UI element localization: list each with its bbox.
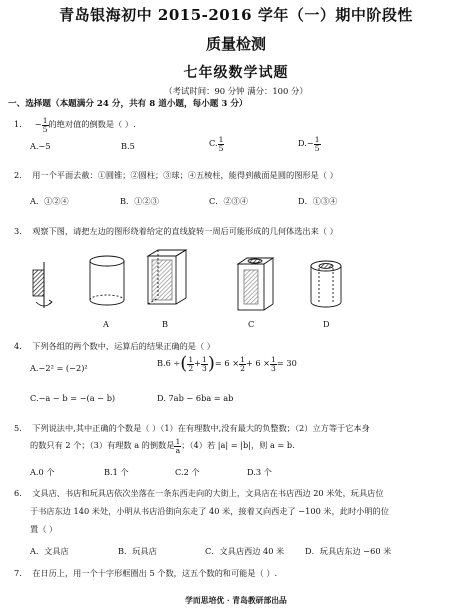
question-5-line2: 的数只有 2 个；（3）有理数 a 的倒数是 $\frac{1}{a}$ ；（4）若 |a| = |b|，则 a = b. xyxy=(30,437,295,455)
question-4-option-d: D. 7ab − 6ba = ab xyxy=(157,393,234,403)
question-1-option-c: C. $\frac{1}{5}$ xyxy=(209,135,224,153)
question-6-option-c: C．文具店西边 40 米 xyxy=(205,546,285,556)
question-5-option-b: B.1 个 xyxy=(104,467,129,477)
option-b-prism xyxy=(148,250,186,304)
exam-title-line1: 青岛银海初中 2015-2016 学年（一）期中阶段性 xyxy=(59,6,413,24)
question-3-label-b: B xyxy=(162,319,169,329)
question-2-option-d: D．①③④ xyxy=(298,196,338,206)
fraction: $\frac{1}{5}$ xyxy=(42,116,48,134)
question-2-option-c: C．②③④ xyxy=(209,196,249,206)
question-3-label-d: D xyxy=(323,319,330,329)
question-2-option-a: A．①②④ xyxy=(30,196,69,206)
question-5-line1: 5. 下列说法中,其中正确的个数是（ ）（1）在有理数中,没有最大的负整数；（2）立方等于它本身 xyxy=(14,423,370,433)
exam-subject-title: 七年级数学试题 xyxy=(183,65,289,81)
question-2-stem: 2. 用一个平面去截：①圆锥；②圆柱；③球；④五棱柱，能得到截面是圆的图形是（ ） xyxy=(14,170,338,180)
question-4-option-b: B.6 ÷( $\frac{1}{2}$ + $\frac{1}{3}$ )= 6 × $\frac{1}{2}$ + 6 × $\frac{1}{3}$ = 30 xyxy=(157,353,297,374)
plane-figure-with-axis xyxy=(33,262,52,308)
question-1-stem: 1. − $\frac{1}{5}$ 的绝对值的倒数是（ ）. xyxy=(14,116,136,134)
question-6-line3: 置（ ） xyxy=(30,524,58,534)
question-3-label-c: C xyxy=(248,319,255,329)
question-6-line2: 于书店东边 140 米处，小明从书店沿街向东走了 40 米，接着又向西走了 −100 米，此时小明的位 xyxy=(30,506,389,516)
question-1-option-a: A.−5 xyxy=(30,141,51,151)
question-4-option-a: A.−2² = (−2)² xyxy=(30,363,88,373)
question-4-stem: 4. 下列各组的两个数中，运算后的结果正确的是（ ） xyxy=(14,341,215,351)
question-6-option-b: B．玩具店 xyxy=(118,546,157,556)
question-2-option-b: B．①②③ xyxy=(120,196,159,206)
question-6-option-a: A．文具店 xyxy=(30,546,69,556)
question-5-option-c: C.2 个 xyxy=(175,467,200,477)
question-3-label-a: A xyxy=(103,319,109,329)
option-a-cylinder xyxy=(90,256,124,305)
question-6-option-d: D．玩具店东边 −60 米 xyxy=(305,546,392,556)
option-d-hollow-cylinder xyxy=(311,261,341,307)
question-5-option-d: D.3 个 xyxy=(247,467,272,477)
section-heading: 一、选择题（本题满分 24 分，共有 8 道小题，每小题 3 分） xyxy=(8,99,248,109)
exam-title-line2: 质量检测 xyxy=(205,35,266,53)
exam-info: （考试时间：90 分钟 满分：100 分） xyxy=(164,86,308,96)
question-4-option-c: C.−a − b = −(a − b) xyxy=(30,393,116,403)
question-5-option-a: A.0 个 xyxy=(30,467,55,477)
question-1-option-d: D.− $\frac{1}{5}$ xyxy=(298,135,320,153)
question-3-stem: 3. 观察下图，请把左边的图形绕着给定的直线旋转一周后可能形成的几何体选出来（ ） xyxy=(14,226,338,236)
question-7-stem: 7. 在日历上，用一个十字形框圈出 5 个数，这五个数的和可能是（ ）. xyxy=(14,568,278,578)
question-6-line1: 6. 文具店、书店和玩具店依次坐落在一条东西走向的大街上，文具店在书店西边 20 米处，玩具店位 xyxy=(14,488,384,498)
question-1-option-b: B.5 xyxy=(121,141,135,151)
footer-publisher: 学而思培优 · 青岛教研部出品 xyxy=(185,596,287,605)
question-3-figures xyxy=(0,244,472,334)
option-c-prism xyxy=(238,258,273,310)
